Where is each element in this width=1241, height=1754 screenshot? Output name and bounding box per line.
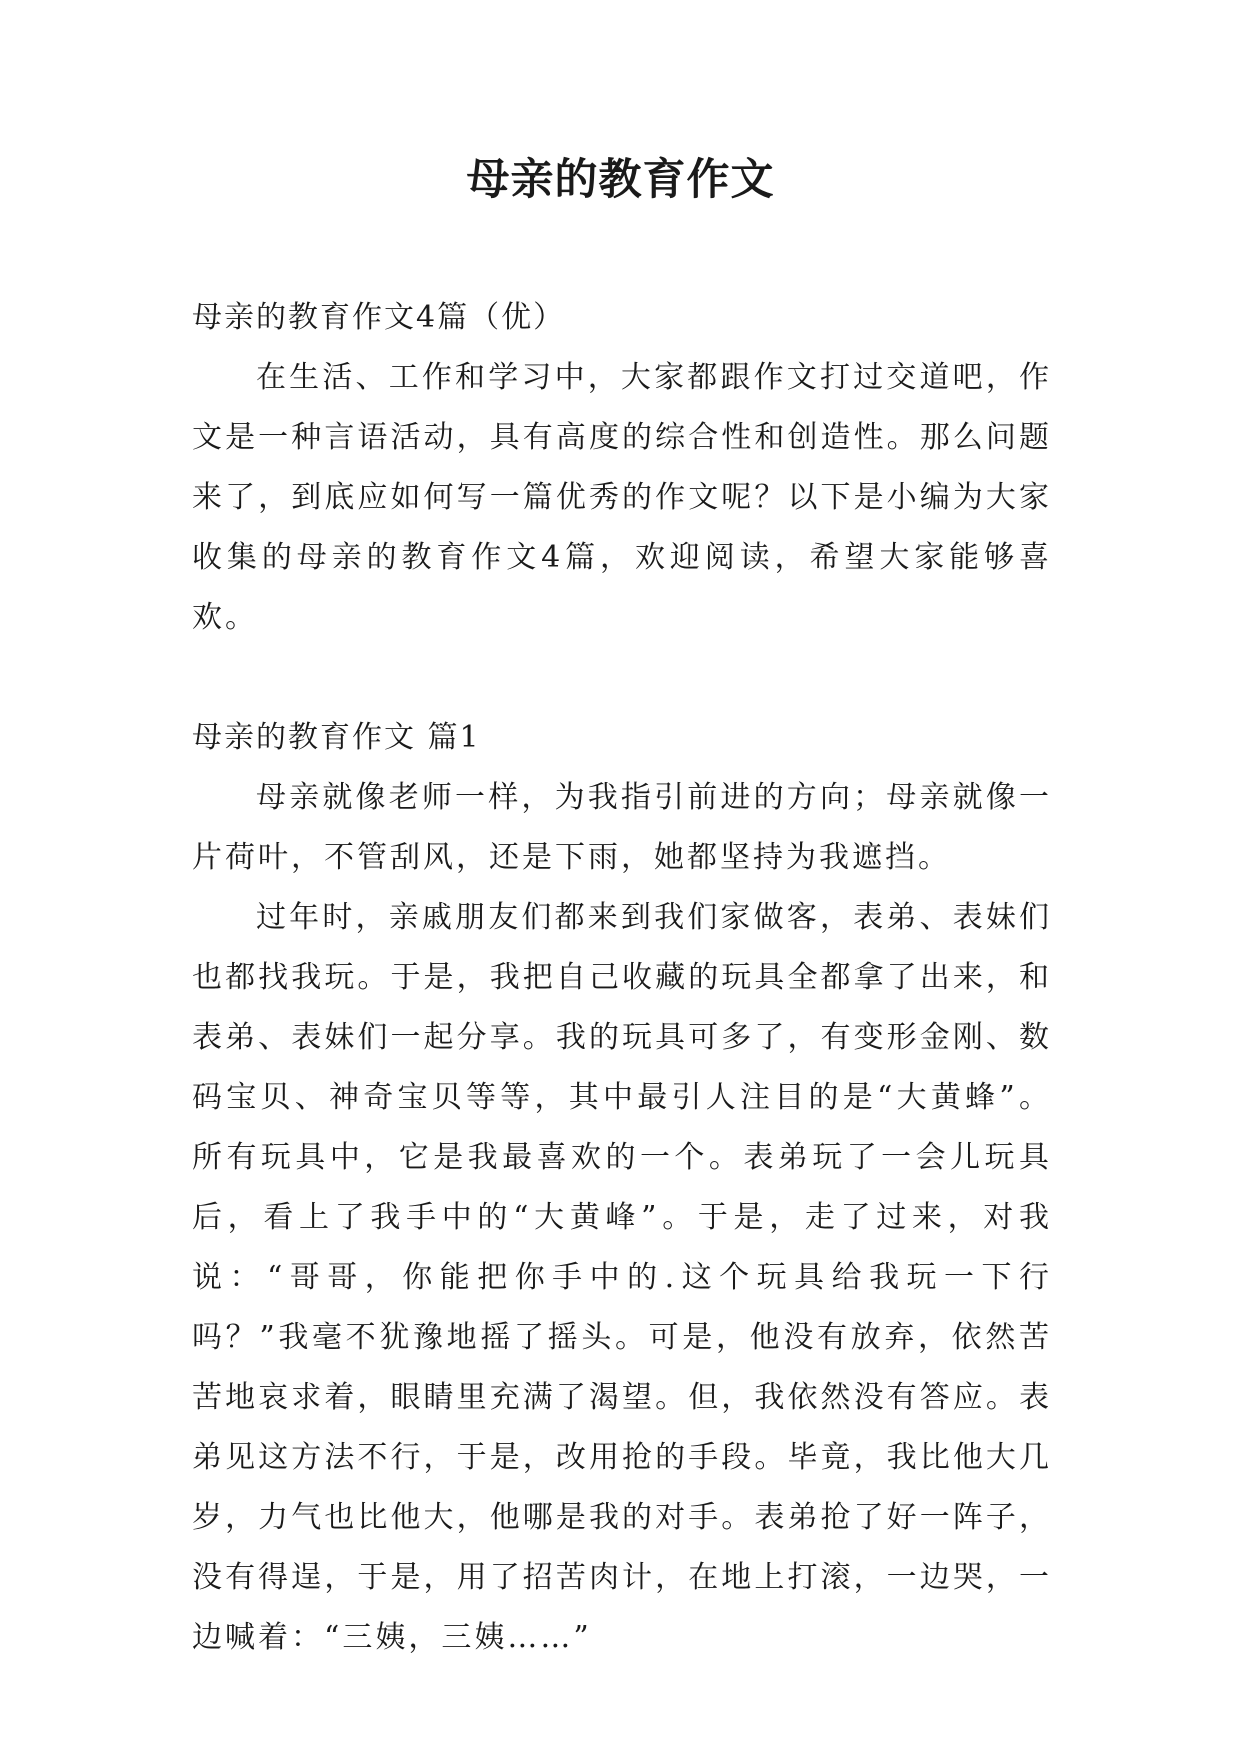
document-body bbox=[192, 288, 1052, 1668]
body-paragraph: 过年时，亲戚朋友们都来到我们家做客，表弟、表妹们也都找我玩。于是，我把自己收藏的玩具全都拿了出来，和表弟、表妹们一起分享。我的玩具可多了，有变形金刚、数码宝贝、神奇宝贝等等，其中最引人注目的是“大黄蜂”。所有玩具中，它是我最喜欢的一个。表弟玩了一会儿玩具后，看上了我手中的“大黄峰”。于是，走了过来，对我说：“哥哥，你能把你手中的.这个玩具给我玩一下行吗？”我毫不犹豫地摇了摇头。可是，他没有放弃，依然苦苦地哀求着，眼睛里充满了渴望。但，我依然没有答应。表弟见这方法不行，于是，改用抢的手段。毕竟，我比他大几岁，力气也比他大，他哪是我的对手。表弟抢了好一阵子，没有得逞，于是，用了招苦肉计，在地上打滚，一边哭，一边喊着：“三姨，三姨……” bbox=[192, 900, 1052, 1655]
document-title: 母亲的教育作文 bbox=[466, 155, 775, 205]
body-paragraph: 母亲就像老师一样，为我指引前进的方向；母亲就像一片荷叶，不管刮风，还是下雨，她都坚持为我遮挡。 bbox=[192, 780, 1052, 875]
section-heading: 母亲的教育作文 篇1 bbox=[192, 720, 481, 755]
document-subtitle: 母亲的教育作文4篇（优） bbox=[192, 300, 566, 335]
section-spacer bbox=[192, 648, 1052, 708]
intro-paragraph: 在生活、工作和学习中，大家都跟作文打过交道吧，作文是一种言语活动，具有高度的综合性和创造性。那么问题来了，到底应如何写一篇优秀的作文呢？以下是小编为大家收集的母亲的教育作文4篇，欢迎阅读，希望大家能够喜欢。 bbox=[192, 360, 1052, 635]
